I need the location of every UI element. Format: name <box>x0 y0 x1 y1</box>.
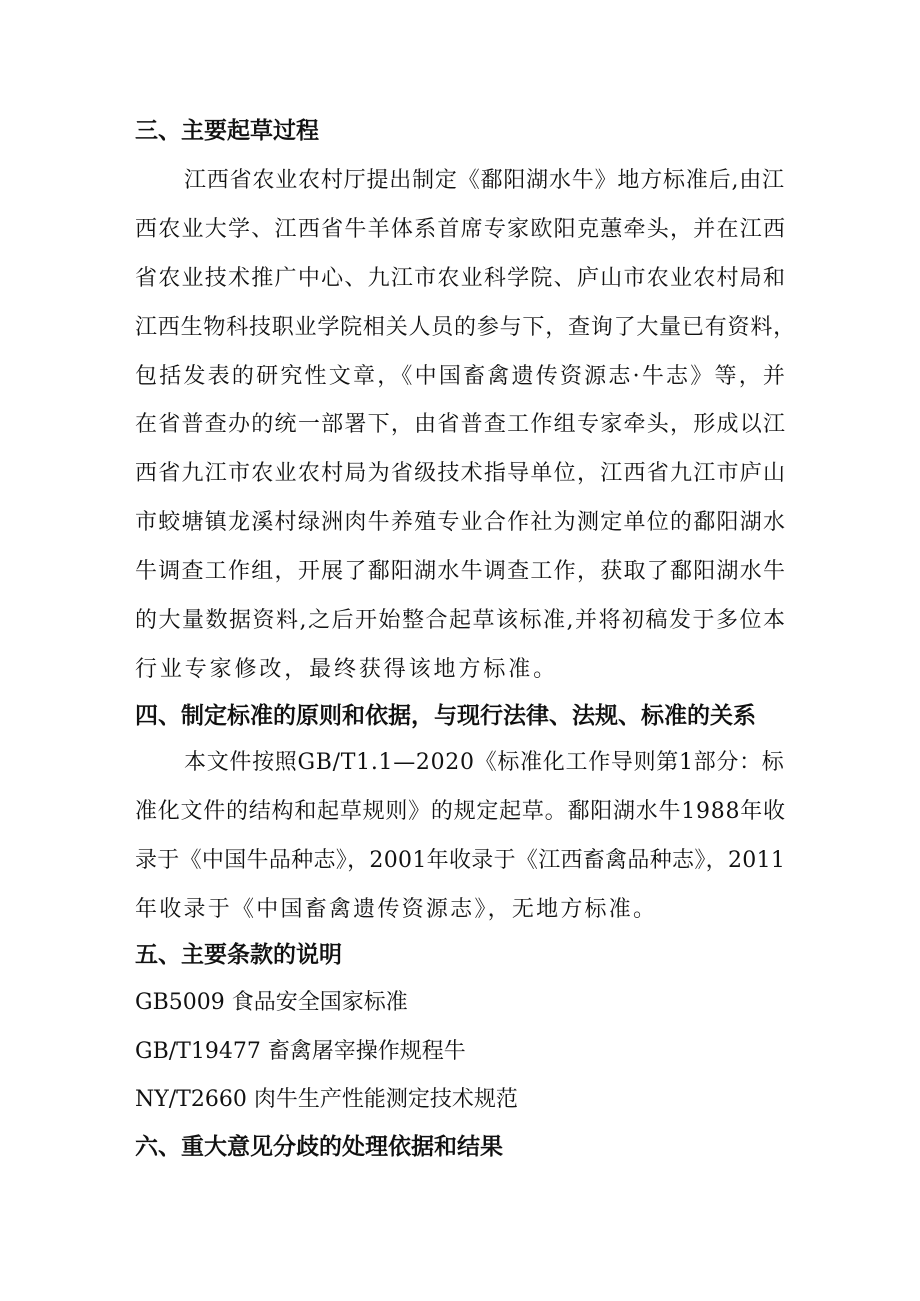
paragraph-line: 牛调查工作组，开展了鄱阳湖水牛调查工作，获取了鄱阳湖水牛 <box>135 559 787 584</box>
paragraph-line: 江西省农业农村厅提出制定《鄱阳湖水牛》地方标准后,由江 <box>184 168 785 193</box>
paragraph-line: 市蛟塘镇龙溪村绿洲肉牛养殖专业合作社为测定单位的鄱阳湖水 <box>135 510 787 535</box>
paragraph-line: 江西生物科技职业学院相关人员的参与下，查询了大量已有资料， <box>135 315 796 340</box>
paragraph-line: 省农业技术推广中心、九江市农业科学院、庐山市农业农村局和 <box>135 266 787 291</box>
section-heading-principles-basis: 四、制定标准的原则和依据，与现行法律、法规、标准的关系 <box>135 703 756 729</box>
paragraph-line: 行业专家修改，最终获得该地方标准。 <box>135 657 558 682</box>
paragraph-line: 录于《中国牛品种志》，2001年收录于《江西畜禽品种志》，2011 <box>135 848 786 873</box>
paragraph-line: 本文件按照GB/T1.1—2020《标准化工作导则第1部分：标 <box>184 750 785 775</box>
paragraph-line: 包括发表的研究性文章，《中国畜禽遗传资源志·牛志》等，并 <box>135 364 788 389</box>
paragraph-line: 西省九江市农业农村局为省级技术指导单位，江西省九江市庐山 <box>135 461 787 486</box>
paragraph-line: 准化文件的结构和起草规则》的规定起草。鄱阳湖水牛1988年收 <box>135 799 786 824</box>
paragraph-line: 年收录于《中国畜禽遗传资源志》，无地方标准。 <box>135 897 658 922</box>
section-heading-disagreements: 六、重大意见分歧的处理依据和结果 <box>135 1134 503 1160</box>
reference-standard-line: GB/T19477 畜禽屠宰操作规程牛 <box>135 1039 466 1064</box>
paragraph-line: 的大量数据资料,之后开始整合起草该标准,并将初稿发于多位本 <box>135 608 787 633</box>
section-heading-drafting-process: 三、主要起草过程 <box>135 118 319 144</box>
paragraph-line: 西农业大学、江西省牛羊体系首席专家欧阳克蕙牵头，并在江西 <box>135 217 787 242</box>
section-heading-main-clauses: 五、主要条款的说明 <box>135 942 342 968</box>
reference-standard-line: GB5009 食品安全国家标准 <box>135 990 408 1015</box>
paragraph-line: 在省普查办的统一部署下，由省普查工作组专家牵头，形成以江 <box>135 412 787 437</box>
reference-standard-line: NY/T2660 肉牛生产性能测定技术规范 <box>135 1087 518 1112</box>
